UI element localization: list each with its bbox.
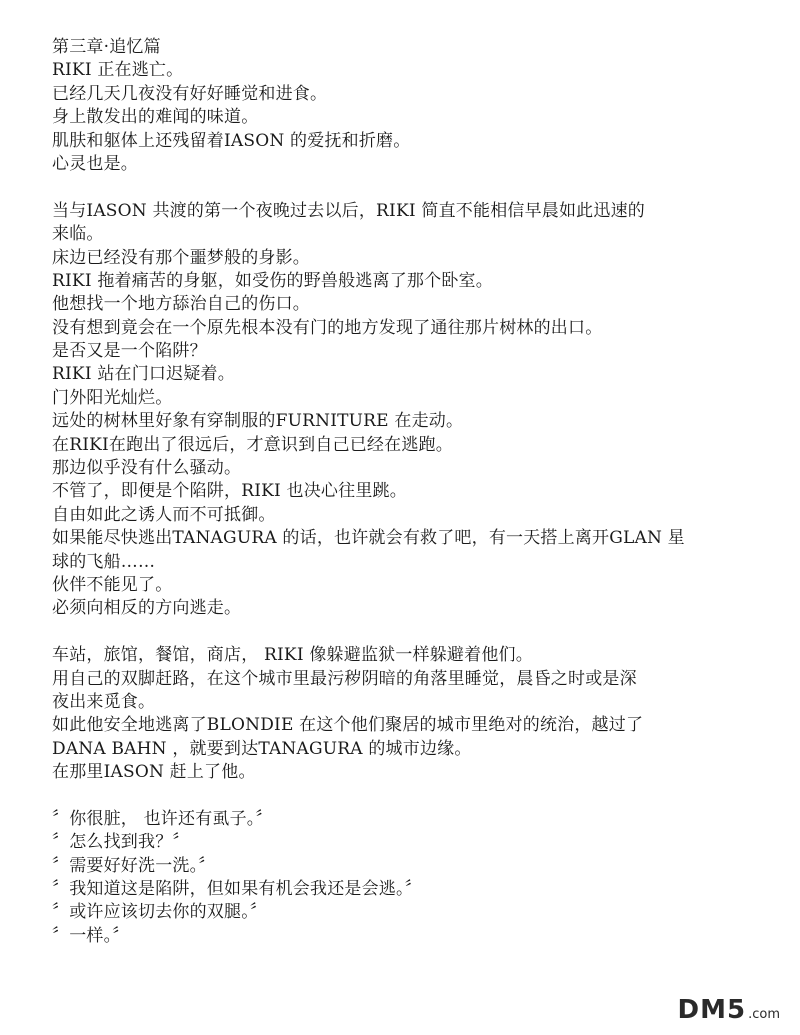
document-body: [52, 36, 772, 948]
dialogue-line: 〞或许应该切去你的双腿。〞: [52, 902, 268, 923]
text-line: 车站，旅馆，餐馆，商店， RIKI 像躲避监狱一样躲避着他们。: [52, 645, 533, 666]
dm5-watermark: [678, 997, 780, 1023]
text-line: 远处的树林里好象有穿制服的FURNITURE 在走动。: [52, 411, 464, 432]
text-line: 来临。: [52, 224, 104, 245]
text-line: 自由如此之诱人而不可抵御。: [52, 504, 276, 525]
text-line: 肌肤和躯体上还残留着IASON 的爱抚和折磨。: [52, 130, 411, 151]
text-line: 不管了，即便是个陷阱，RIKI 也决心往里跳。: [52, 481, 407, 502]
dialogue-line: 〞我知道这是陷阱，但如果有机会我还是会逃。〞: [52, 879, 422, 900]
text-line: RIKI 正在逃亡。: [52, 60, 184, 81]
text-line: 没有想到竟会在一个原先根本没有门的地方发现了通往那片树林的出口。: [52, 317, 603, 338]
text-line: 他想找一个地方舔治自己的伤口。: [52, 294, 310, 315]
text-line: DANA BAHN ，就要到达TANAGURA 的城市边缘。: [52, 738, 472, 759]
text-line: 夜出来觅食。: [52, 691, 156, 712]
text-line: 当与IASON 共渡的第一个夜晚过去以后，RIKI 简直不能相信早晨如此迅速的: [52, 200, 645, 221]
text-line: 是否又是一个陷阱？: [52, 341, 207, 362]
paragraph-3: [52, 644, 772, 784]
paragraph-1: [52, 36, 772, 176]
text-line: 如果能尽快逃出TANAGURA 的话，也许就会有救了吧，有一天搭上离开GLAN 星: [52, 528, 685, 549]
text-line: 伙伴不能见了。: [52, 574, 173, 595]
paragraph-gap: [52, 785, 772, 808]
text-line: 在那里IASON 赶上了他。: [52, 762, 256, 783]
text-line: 在RIKI在跑出了很远后，才意识到自己已经在逃跑。: [52, 434, 453, 455]
paragraph-gap: [52, 621, 772, 644]
text-line: 如此他安全地逃离了BLONDIE 在这个他们聚居的城市里绝对的统治，越过了: [52, 715, 644, 736]
paragraph-4-dialogue: [52, 808, 772, 948]
dialogue-line: 〞你很脏， 也许还有虱子。〞: [52, 808, 273, 829]
text-line: 身上散发出的难闻的味道。: [52, 107, 259, 128]
paragraph-2: [52, 200, 772, 621]
text-line: 门外阳光灿烂。: [52, 387, 173, 408]
text-line: 那边似乎没有什么骚动。: [52, 458, 242, 479]
watermark-brand: DM5: [677, 995, 747, 1025]
dialogue-line: 〞怎么找到我？〞: [52, 832, 190, 853]
text-line: 已经几天几夜没有好好睡觉和进食。: [52, 83, 328, 104]
paragraph-gap: [52, 176, 772, 199]
text-line: 球的飞船……: [52, 551, 156, 572]
dialogue-line: 〞一样。〞: [52, 925, 130, 946]
dialogue-line: 〞需要好好洗一洗。〞: [52, 855, 216, 876]
text-line: 心灵也是。: [52, 153, 138, 174]
text-line: 用自己的双脚赶路，在这个城市里最污秽阴暗的角落里睡觉，晨昏之时或是深: [52, 668, 637, 689]
text-line: 床边已经没有那个噩梦般的身影。: [52, 247, 310, 268]
text-line: RIKI 站在门口迟疑着。: [52, 364, 235, 385]
text-line: 必须向相反的方向逃走。: [52, 598, 242, 619]
text-line: RIKI 拖着痛苦的身躯，如受伤的野兽般逃离了那个卧室。: [52, 270, 493, 291]
chapter-title: 第三章·追忆篇: [52, 37, 161, 57]
watermark-domain: .com: [748, 1007, 780, 1022]
